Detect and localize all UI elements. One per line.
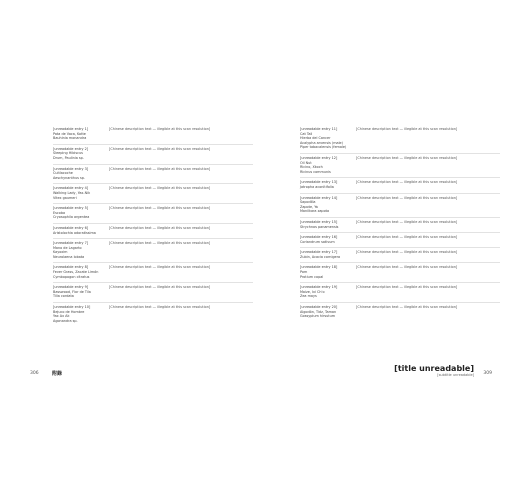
plant-name-line: Sleeping Hibiscus — [53, 151, 83, 156]
plant-description: [Chinese description text — illegible at this scan resolution] — [109, 225, 211, 230]
plant-entry — [300, 302, 500, 322]
plant-entry — [300, 125, 500, 153]
plant-names — [53, 226, 103, 235]
plant-name-line: Basswood, Flor de Tila — [53, 289, 91, 294]
plant-entry — [53, 302, 253, 326]
plant-names — [300, 180, 350, 189]
plant-name-line: [unreadable entry 11] — [300, 127, 338, 131]
plant-name-line: Zea mays — [300, 294, 317, 299]
plant-entry — [300, 247, 500, 262]
plant-description: [Chinese description text — illegible at this scan resolution] — [356, 219, 458, 224]
plant-description: [Chinese description text — illegible at this scan resolution] — [356, 127, 458, 131]
plant-name-line: Zubin, Acacia cornigera — [300, 254, 341, 259]
plant-name-line: Pom — [300, 270, 308, 275]
plant-entry — [53, 144, 253, 164]
plant-names — [300, 220, 350, 229]
plant-description: [Chinese description text — illegible at this scan resolution] — [356, 265, 458, 270]
plant-name-line: [unreadable entry 4] — [53, 186, 89, 191]
plant-name-line: [unreadable entry 18] — [300, 265, 338, 270]
plant-name-line: [unreadable entry 8] — [53, 265, 89, 270]
plant-names — [300, 250, 350, 259]
plant-name-line: Gossypium hirsutum — [300, 314, 336, 319]
plant-entry — [300, 193, 500, 217]
plant-name-line: Sapodilla — [300, 200, 316, 205]
plant-name-line: Ricino, Xkoch — [300, 165, 323, 170]
plant-name-line: [unreadable entry 10] — [53, 305, 91, 310]
plant-entry — [300, 217, 500, 232]
plant-name-line: Maize, Ixi Ch'o — [300, 289, 325, 294]
plant-name-line: Yax Ax Ak — [53, 314, 70, 319]
plant-name-line: [unreadable entry 1] — [53, 127, 89, 131]
plant-name-line: Bejuco de Hombre — [53, 309, 85, 314]
plant-entry — [53, 262, 253, 282]
plant-name-line: Coriandrum sativum — [300, 239, 335, 244]
plant-description: [Chinese description text — illegible at this scan resolution] — [356, 155, 458, 160]
plant-description: [Chinese description text — illegible at this scan resolution] — [356, 180, 458, 185]
plant-description: [Chinese description text — illegible at this scan resolution] — [109, 186, 211, 191]
plant-entry — [53, 203, 253, 223]
plant-names — [53, 265, 103, 279]
plant-entry — [53, 125, 253, 144]
plant-entry — [300, 282, 500, 302]
plant-entry — [300, 232, 500, 247]
plant-name-line: Acalypha arvensis (male) — [300, 140, 343, 145]
plant-name-line: Pata de Vaca, Kotte — [53, 131, 86, 136]
plant-name-line: Bauhinia monandra — [53, 136, 87, 141]
right-page-entries — [300, 125, 500, 322]
plant-name-line: Vitex gaumeri — [53, 195, 77, 200]
plant-entry — [300, 262, 500, 282]
plant-name-line: Neurolaena lobata — [53, 254, 85, 259]
plant-names — [53, 147, 103, 161]
plant-names — [300, 127, 350, 150]
plant-name-line: [unreadable entry 12] — [300, 155, 338, 160]
plant-description: [Chinese description text — illegible at this scan resolution] — [356, 250, 458, 255]
plant-description: [Chinese description text — illegible at this scan resolution] — [356, 305, 458, 310]
plant-name-line: Escoba — [53, 210, 66, 215]
plant-names — [300, 285, 350, 299]
plant-name-line: Oil Nut — [300, 160, 312, 165]
plant-names — [53, 285, 103, 299]
right-page-number: 309 — [483, 371, 492, 376]
right-running-title: [title unreadable] — [394, 364, 474, 373]
plant-name-line: [unreadable entry 19] — [300, 285, 338, 290]
plant-names — [300, 235, 350, 244]
plant-name-line: Protium copal — [300, 274, 324, 279]
plant-name-line: [unreadable entry 13] — [300, 180, 338, 185]
left-page-entries — [53, 125, 253, 326]
plant-name-line: Piper tabacalensis (female) — [300, 145, 347, 150]
plant-names — [53, 206, 103, 220]
plant-entry — [53, 164, 253, 184]
plant-name-line: Drum, Paulinia sp. — [53, 155, 84, 160]
plant-entry — [300, 177, 500, 192]
plant-name-line: Fever Grass, Zacate Limón — [53, 270, 99, 275]
plant-name-line: [unreadable entry 15] — [300, 219, 338, 224]
plant-name-line: Jatropha aconitifolia — [300, 184, 334, 189]
plant-name-line: Tilia cordata — [53, 294, 74, 299]
plant-description: [Chinese description text — illegible at this scan resolution] — [356, 235, 458, 240]
plant-entry — [53, 238, 253, 262]
plant-names — [53, 127, 103, 141]
plant-name-line: [unreadable entry 3] — [53, 166, 89, 171]
plant-names — [53, 305, 103, 323]
plant-name-line: Cuitlacoche — [53, 171, 73, 176]
plant-names — [53, 241, 103, 259]
plant-name-line: Manilkara zapota — [300, 209, 330, 214]
plant-name-line: [unreadable entry 2] — [53, 146, 89, 151]
plant-name-line: Zapote, Ya — [300, 204, 318, 209]
plant-names — [300, 305, 350, 319]
plant-name-line: Ricinus communis — [300, 169, 331, 174]
right-running-title-block — [394, 364, 474, 377]
plant-names — [300, 196, 350, 214]
right-running-subtitle: [subtitle unreadable] — [437, 373, 474, 377]
plant-name-line: Aeschynanthus sp. — [53, 175, 85, 180]
plant-name-line: Cymbopogon citratus — [53, 274, 90, 279]
plant-description: [Chinese description text — illegible at this scan resolution] — [356, 195, 458, 200]
plant-name-line: Cat Tail — [300, 131, 313, 136]
plant-name-line: Agonandra sp. — [53, 318, 78, 323]
plant-entry — [53, 223, 253, 238]
plant-names — [300, 265, 350, 279]
plant-names — [53, 167, 103, 181]
left-running-title: 附錄 — [52, 371, 63, 377]
plant-name-line: [unreadable entry 14] — [300, 195, 338, 200]
plant-name-line: [unreadable entry 9] — [53, 285, 89, 290]
plant-name-line: [unreadable entry 16] — [300, 235, 338, 240]
plant-description: [Chinese description text — illegible at this scan resolution] — [109, 166, 211, 171]
plant-description: [Chinese description text — illegible at this scan resolution] — [356, 285, 458, 290]
plant-description: [Chinese description text — illegible at this scan resolution] — [109, 146, 211, 151]
plant-entry — [53, 183, 253, 203]
plant-name-line: [unreadable entry 20] — [300, 305, 338, 310]
plant-name-line: Mano de Lagarto — [53, 245, 82, 250]
left-page-number: 306 — [30, 371, 39, 376]
plant-names — [300, 156, 350, 174]
plant-description: [Chinese description text — illegible at this scan resolution] — [109, 305, 211, 310]
plant-entry — [53, 282, 253, 302]
plant-name-line: Strychnos panamensis — [300, 224, 339, 229]
plant-name-line: Aristolochia odoratissima — [53, 230, 96, 235]
plant-description: [Chinese description text — illegible at this scan resolution] — [109, 206, 211, 211]
plant-name-line: Algodón, Tidz, Taman — [300, 309, 337, 314]
plant-name-line: [unreadable entry 17] — [300, 250, 338, 255]
plant-name-line: Cryosophila argentea — [53, 215, 90, 220]
plant-name-line: Hierba del Cancer — [300, 136, 331, 141]
plant-name-line: [unreadable entry 7] — [53, 241, 89, 246]
plant-description: [Chinese description text — illegible at this scan resolution] — [109, 127, 211, 131]
plant-name-line: [unreadable entry 5] — [53, 206, 89, 211]
plant-names — [53, 186, 103, 200]
plant-description: [Chinese description text — illegible at this scan resolution] — [109, 265, 211, 270]
plant-name-line: [unreadable entry 6] — [53, 225, 89, 230]
plant-description: [Chinese description text — illegible at this scan resolution] — [109, 241, 211, 246]
plant-description: [Chinese description text — illegible at this scan resolution] — [109, 285, 211, 290]
plant-entry — [300, 153, 500, 177]
plant-name-line: Kayoxim — [53, 250, 68, 255]
plant-name-line: Walking Lady, Yax-Nik — [53, 190, 91, 195]
